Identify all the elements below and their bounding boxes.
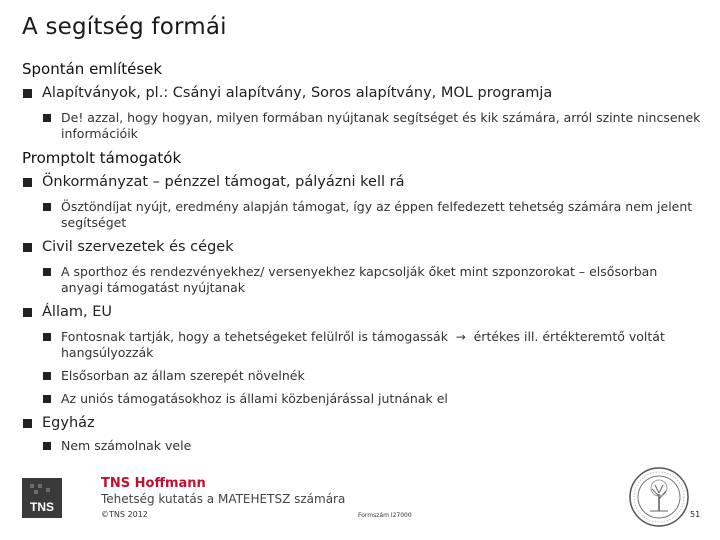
section-heading-spontan: Spontán említések: [22, 60, 163, 78]
sub-item-text: Elsősorban az állam szerepét növelnék: [61, 368, 305, 383]
sub-item-text: De! azzal, hogy hogyan, milyen formában nyújtanak segítséget és kik számára, arról szinte nincsenek információik: [61, 110, 701, 141]
list-item-civil: [22, 238, 702, 256]
square-bullet-icon: [43, 372, 51, 380]
section-heading-promptolt: Promptolt támogatók: [22, 149, 182, 167]
square-bullet-icon: [23, 178, 32, 187]
square-bullet-icon: [43, 114, 51, 122]
sub-item-text: A sporthoz és rendezvényekhez/ versenyekhez kapcsolják őket mint szponzorokat – elsősorban anyagi támogatást nyújtanak: [61, 264, 658, 295]
arrow-right-icon: →: [451, 330, 470, 344]
list-item-onkormanyzat: [22, 173, 702, 191]
square-bullet-icon: [23, 308, 32, 317]
list-item-allam-eu: [22, 303, 702, 321]
slide-content: [22, 60, 702, 461]
square-bullet-icon: [43, 395, 51, 403]
list-item-text: Egyház: [42, 415, 95, 431]
sub-item-elsosorban: [42, 368, 702, 384]
square-bullet-icon: [43, 442, 51, 450]
sub-item-text: Nem számolnak vele: [61, 438, 192, 453]
square-bullet-icon: [23, 89, 32, 98]
square-bullet-icon: [43, 268, 51, 276]
square-bullet-icon: [23, 419, 32, 428]
square-bullet-icon: [23, 243, 32, 252]
tns-logo-text: TNS: [30, 500, 54, 514]
list-item-text: Állam, EU: [42, 304, 112, 320]
sub-item-de-azzal: [42, 110, 702, 142]
sub-item-text: Ösztöndíjat nyújt, eredmény alapján támogat, így az éppen felfedezett tehetség számára nem jelent segítséget: [61, 199, 693, 230]
slide-title: A segítség formái: [22, 14, 227, 40]
list-item-alapitvanyok: [22, 84, 702, 102]
sub-item-osztondij: [42, 199, 702, 231]
list-item-text: Alapítványok, pl.: Csányi alapítvány, Soros alapítvány, MOL programja: [42, 85, 553, 101]
sub-item-unios: [42, 391, 702, 407]
footer-form-number: Formszám I27000: [358, 512, 412, 519]
list-item-egyhaz: [22, 414, 702, 432]
tns-logo: [22, 478, 62, 518]
list-item-text: Civil szervezetek és cégek: [42, 239, 234, 255]
footer-brand: TNS Hoffmann: [101, 476, 206, 491]
sub-item-text: Fontosnak tartják, hogy a tehetségeket felülről is támogassák: [61, 329, 448, 344]
sub-item-arrow-text: értékes ill. értékteremtő voltát hangsúlyozzák: [61, 329, 665, 360]
page-number: 51: [690, 510, 701, 519]
sub-item-sporthoz: [42, 264, 702, 296]
sub-item-text: Az uniós támogatásokhoz is állami közbenjárással jutnának el: [61, 391, 448, 406]
matehetsz-seal-icon: [628, 466, 690, 528]
sub-item-nem-szamolnak: [42, 438, 702, 454]
sub-item-fontosnak: [42, 329, 702, 361]
square-bullet-icon: [43, 333, 51, 341]
footer-copyright: ©TNS 2012: [101, 510, 148, 519]
footer-subtitle: Tehetség kutatás a MATEHETSZ számára: [101, 492, 346, 506]
square-bullet-icon: [43, 203, 51, 211]
list-item-text: Önkormányzat – pénzzel támogat, pályázni kell rá: [42, 174, 405, 190]
